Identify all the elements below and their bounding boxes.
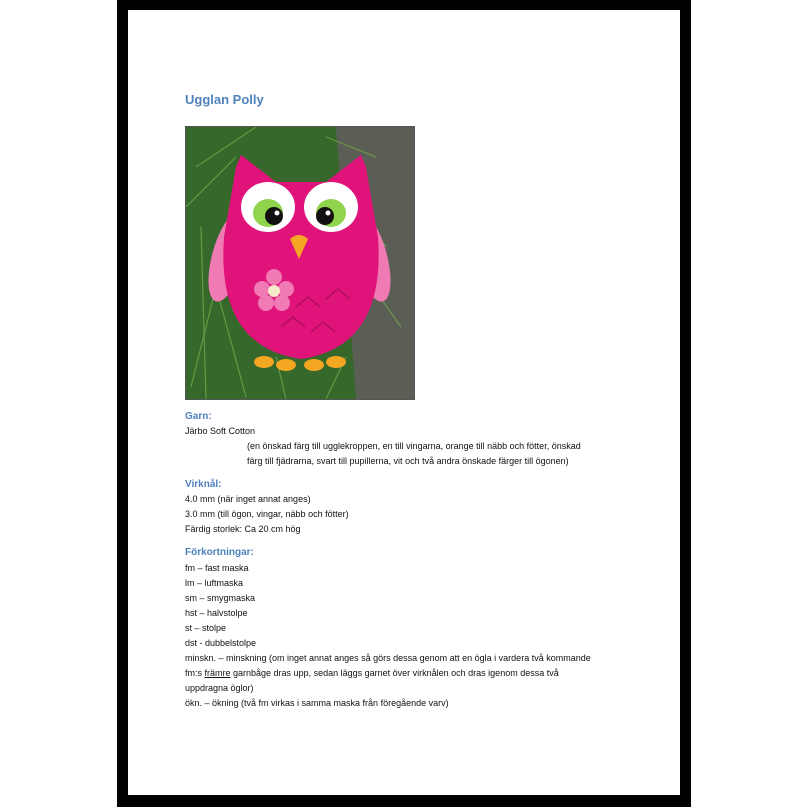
abbrev-item: st – stolpe	[185, 623, 227, 633]
owl-illustration	[186, 127, 414, 399]
minskn-rest: garnbåge dras upp, sedan läggs garnet över virknålen och dras igenom dessa två	[230, 668, 559, 678]
abbrev-item: lm – luftmaska	[185, 578, 244, 588]
okn-line: ökn. – ökning (två fm virkas i samma maska från föregående varv)	[185, 698, 449, 708]
abbrev-item: dst - dubbelstolpe	[185, 638, 257, 648]
garn-yarn: Järbo Soft Cotton	[185, 426, 256, 436]
abbrev-item: sm – smygmaska	[185, 593, 256, 603]
garn-note-line1: (en önskad färg till ugglekroppen, en till vingarna, orange till näbb och fötter, önskad	[247, 441, 581, 451]
forkortningar-heading: Förkortningar:	[185, 547, 254, 558]
owl-photo	[185, 126, 415, 400]
virknal-heading: Virknål:	[185, 479, 222, 490]
virknal-line1: 4.0 mm (när inget annat anges)	[185, 494, 311, 504]
virknal-size: Färdig storlek: Ca 20 cm hög	[185, 524, 301, 534]
abbrev-item: hst – halvstolpe	[185, 608, 248, 618]
minskn-underlined: främre	[204, 668, 231, 678]
garn-heading: Garn:	[185, 411, 212, 422]
minskn-prefix: fm:s	[185, 668, 205, 678]
minskn-line2	[185, 668, 559, 678]
document-title: Ugglan Polly	[185, 92, 264, 107]
minskn-line1: minskn. – minskning (om inget annat anges så görs dessa genom att en ögla i vardera två kommande	[185, 653, 591, 663]
garn-note-line2: färg till fjädrarna, svart till pupillerna, vit och två andra önskade färger till ögonen)	[247, 456, 569, 466]
virknal-line2: 3.0 mm (till ögon, vingar, näbb och fötter)	[185, 509, 349, 519]
minskn-line3: uppdragna öglor)	[185, 683, 254, 693]
abbrev-item: fm – fast maska	[185, 563, 249, 573]
